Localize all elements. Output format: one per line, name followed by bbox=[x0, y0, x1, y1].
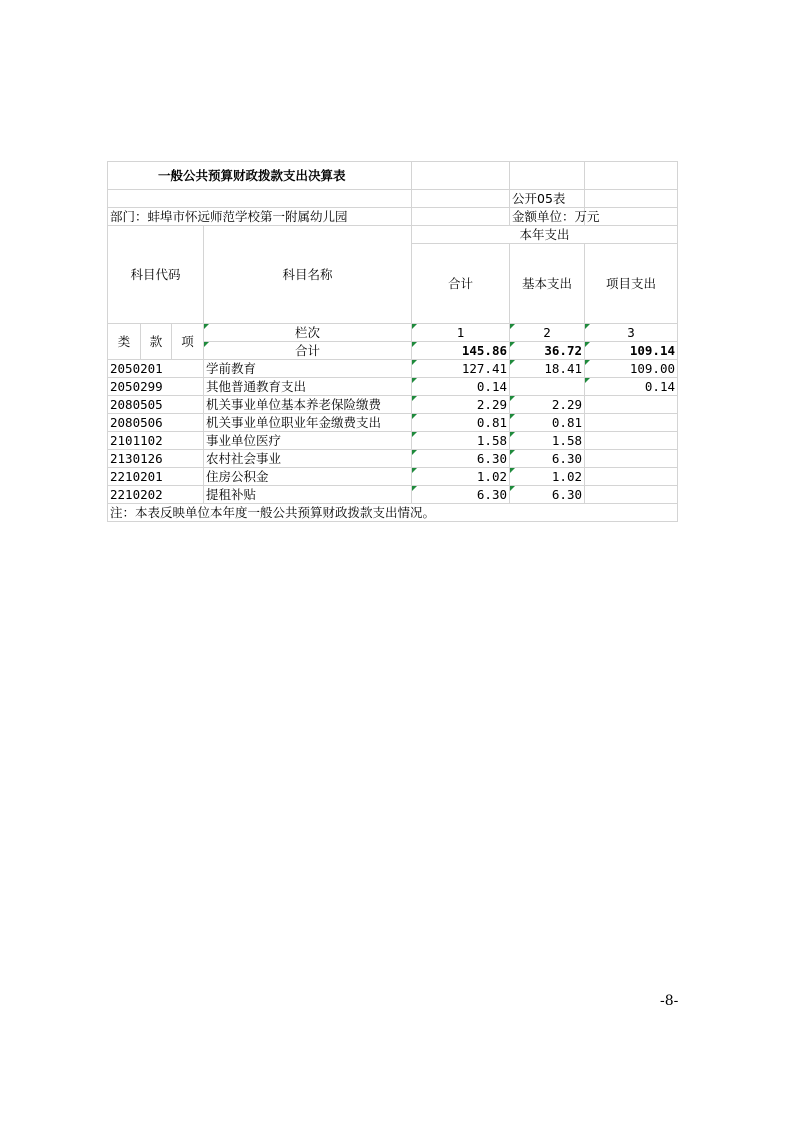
row-name: 农村社会事业 bbox=[204, 450, 412, 468]
summary-project: 109.14 bbox=[585, 342, 678, 360]
row-total: 127.41 bbox=[412, 360, 510, 378]
budget-sheet bbox=[107, 161, 677, 522]
row-total: 1.02 bbox=[412, 468, 510, 486]
page-number: -8- bbox=[660, 993, 679, 1009]
row-project bbox=[585, 486, 678, 504]
header-subject-name: 科目名称 bbox=[204, 226, 412, 324]
row-basic: 6.30 bbox=[510, 450, 585, 468]
table-note: 注：本表反映单位本年度一般公共预算财政拨款支出情况。 bbox=[108, 504, 678, 522]
row-basic: 0.81 bbox=[510, 414, 585, 432]
header-subject-code: 科目代码 bbox=[108, 226, 204, 324]
column-3-number: 3 bbox=[585, 324, 678, 342]
row-basic: 18.41 bbox=[510, 360, 585, 378]
department-label: 部门：蚌埠市怀远师范学校第一附属幼儿园 bbox=[108, 208, 412, 226]
row-basic: 6.30 bbox=[510, 486, 585, 504]
unit-label: 金额单位：万元 bbox=[510, 208, 585, 226]
header-basic: 基本支出 bbox=[510, 244, 585, 324]
table-row bbox=[108, 450, 678, 468]
row-project bbox=[585, 468, 678, 486]
row-project bbox=[585, 414, 678, 432]
row-name: 机关事业单位职业年金缴费支出 bbox=[204, 414, 412, 432]
row-code: 2050299 bbox=[108, 378, 204, 396]
table-title: 一般公共预算财政拨款支出决算表 bbox=[108, 162, 412, 190]
row-project: 109.00 bbox=[585, 360, 678, 378]
row-code: 2130126 bbox=[108, 450, 204, 468]
row-total: 6.30 bbox=[412, 486, 510, 504]
table-number: 公开05表 bbox=[510, 190, 585, 208]
row-name: 其他普通教育支出 bbox=[204, 378, 412, 396]
column-number-label: 栏次 bbox=[204, 324, 412, 342]
header-total: 合计 bbox=[412, 244, 510, 324]
row-total: 1.58 bbox=[412, 432, 510, 450]
row-project bbox=[585, 396, 678, 414]
row-basic bbox=[510, 378, 585, 396]
row-project bbox=[585, 432, 678, 450]
table-row bbox=[108, 414, 678, 432]
row-project bbox=[585, 450, 678, 468]
row-name: 提租补贴 bbox=[204, 486, 412, 504]
row-name: 机关事业单位基本养老保险缴费 bbox=[204, 396, 412, 414]
row-basic: 1.02 bbox=[510, 468, 585, 486]
summary-total: 145.86 bbox=[412, 342, 510, 360]
row-name: 事业单位医疗 bbox=[204, 432, 412, 450]
header-xiang: 项 bbox=[172, 324, 204, 360]
table-row bbox=[108, 378, 678, 396]
row-project: 0.14 bbox=[585, 378, 678, 396]
row-total: 2.29 bbox=[412, 396, 510, 414]
summary-label: 合计 bbox=[204, 342, 412, 360]
row-total: 0.81 bbox=[412, 414, 510, 432]
row-code: 2080505 bbox=[108, 396, 204, 414]
row-basic: 2.29 bbox=[510, 396, 585, 414]
header-project: 项目支出 bbox=[585, 244, 678, 324]
table-row bbox=[108, 432, 678, 450]
table-row bbox=[108, 396, 678, 414]
header-kuan: 款 bbox=[141, 324, 172, 360]
row-total: 0.14 bbox=[412, 378, 510, 396]
table-row bbox=[108, 468, 678, 486]
header-current-year: 本年支出 bbox=[412, 226, 678, 244]
table-row bbox=[108, 360, 678, 378]
row-total: 6.30 bbox=[412, 450, 510, 468]
row-code: 2050201 bbox=[108, 360, 204, 378]
row-code: 2101102 bbox=[108, 432, 204, 450]
row-name: 学前教育 bbox=[204, 360, 412, 378]
row-basic: 1.58 bbox=[510, 432, 585, 450]
header-lei: 类 bbox=[108, 324, 141, 360]
summary-basic: 36.72 bbox=[510, 342, 585, 360]
row-code: 2080506 bbox=[108, 414, 204, 432]
column-2-number: 2 bbox=[510, 324, 585, 342]
table-row bbox=[108, 486, 678, 504]
expenditure-table bbox=[107, 161, 678, 522]
column-1-number: 1 bbox=[412, 324, 510, 342]
row-name: 住房公积金 bbox=[204, 468, 412, 486]
row-code: 2210201 bbox=[108, 468, 204, 486]
row-code: 2210202 bbox=[108, 486, 204, 504]
